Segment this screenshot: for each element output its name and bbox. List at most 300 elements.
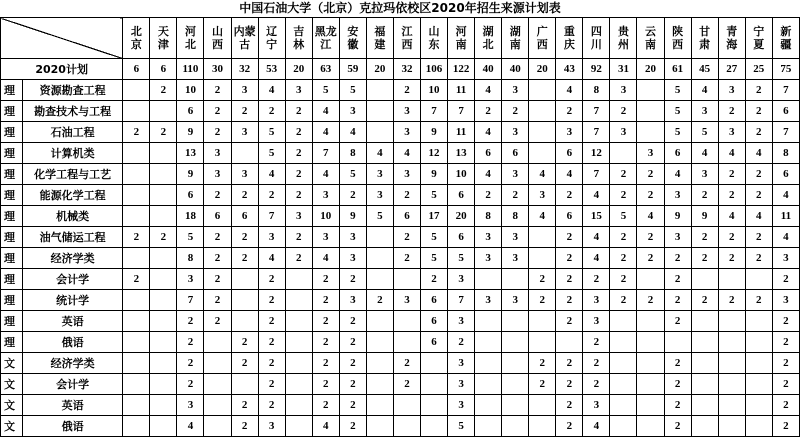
quota-cell: 9 <box>177 122 204 143</box>
quota-cell: 2 <box>745 185 772 206</box>
quota-cell: 2 <box>231 353 258 374</box>
quota-cell: 4 <box>583 185 610 206</box>
quota-cell: 6 <box>475 143 502 164</box>
plan-value: 59 <box>339 59 366 80</box>
subject-category: 理 <box>1 80 23 101</box>
quota-cell: 2 <box>285 143 312 164</box>
major-name: 勘查技术与工程 <box>23 101 123 122</box>
quota-cell: 2 <box>231 227 258 248</box>
quota-cell <box>123 311 150 332</box>
quota-cell: 6 <box>204 206 231 227</box>
quota-cell <box>475 269 502 290</box>
quota-cell: 3 <box>258 416 285 437</box>
quota-cell <box>285 332 312 353</box>
quota-cell: 2 <box>231 416 258 437</box>
quota-cell: 3 <box>772 248 799 269</box>
quota-cell: 7 <box>177 290 204 311</box>
plan-value: 40 <box>502 59 529 80</box>
province-header <box>610 18 637 59</box>
subject-category: 文 <box>1 416 23 437</box>
quota-cell <box>393 332 420 353</box>
quota-cell <box>123 248 150 269</box>
plan-value: 40 <box>475 59 502 80</box>
quota-cell: 2 <box>772 269 799 290</box>
quota-cell: 15 <box>583 206 610 227</box>
quota-cell: 3 <box>339 290 366 311</box>
quota-cell <box>366 227 393 248</box>
subject-category: 理 <box>1 122 23 143</box>
quota-cell: 2 <box>529 269 556 290</box>
quota-cell <box>637 395 664 416</box>
quota-cell <box>204 374 231 395</box>
quota-cell: 2 <box>529 353 556 374</box>
quota-cell: 2 <box>204 122 231 143</box>
quota-cell: 3 <box>610 80 637 101</box>
plan-value: 32 <box>393 59 420 80</box>
quota-cell <box>285 374 312 395</box>
quota-cell: 3 <box>691 101 718 122</box>
major-name: 能源化学工程 <box>23 185 123 206</box>
quota-cell: 7 <box>583 101 610 122</box>
quota-cell <box>204 353 231 374</box>
quota-cell: 2 <box>718 290 745 311</box>
quota-cell <box>610 332 637 353</box>
province-header <box>664 18 691 59</box>
quota-cell: 4 <box>312 164 339 185</box>
quota-cell: 3 <box>610 122 637 143</box>
quota-cell <box>366 269 393 290</box>
quota-cell: 2 <box>502 185 529 206</box>
quota-cell: 4 <box>393 143 420 164</box>
quota-cell: 4 <box>475 164 502 185</box>
quota-cell: 2 <box>610 248 637 269</box>
quota-cell: 2 <box>204 269 231 290</box>
province-name-part: 庆 <box>563 38 575 51</box>
subject-category: 文 <box>1 353 23 374</box>
province-name-part: 南 <box>509 38 521 51</box>
quota-cell <box>150 101 177 122</box>
subject-category: 理 <box>1 248 23 269</box>
quota-cell <box>231 311 258 332</box>
quota-cell: 3 <box>502 122 529 143</box>
quota-cell: 2 <box>339 395 366 416</box>
quota-cell: 2 <box>718 248 745 269</box>
quota-cell: 2 <box>231 185 258 206</box>
quota-cell: 7 <box>583 122 610 143</box>
quota-cell: 2 <box>231 395 258 416</box>
quota-cell: 3 <box>231 80 258 101</box>
major-name: 英语 <box>23 311 123 332</box>
quota-cell: 3 <box>502 164 529 185</box>
quota-cell: 12 <box>420 143 447 164</box>
table-row <box>1 416 800 437</box>
quota-cell: 2 <box>393 80 420 101</box>
quota-cell: 6 <box>393 206 420 227</box>
quota-cell: 2 <box>312 311 339 332</box>
quota-cell: 3 <box>177 269 204 290</box>
quota-cell: 2 <box>231 101 258 122</box>
province-name-part: 河 <box>455 25 467 38</box>
quota-cell: 6 <box>502 143 529 164</box>
quota-cell: 17 <box>420 206 447 227</box>
quota-cell <box>529 101 556 122</box>
quota-cell: 2 <box>772 332 799 353</box>
quota-cell: 4 <box>177 416 204 437</box>
quota-cell <box>529 143 556 164</box>
quota-cell: 2 <box>339 416 366 437</box>
quota-cell: 2 <box>556 101 583 122</box>
quota-cell: 8 <box>772 143 799 164</box>
quota-cell: 3 <box>231 164 258 185</box>
quota-cell: 2 <box>745 122 772 143</box>
quota-cell: 2 <box>664 353 691 374</box>
quota-cell: 4 <box>583 227 610 248</box>
quota-cell <box>745 311 772 332</box>
quota-cell: 3 <box>772 290 799 311</box>
quota-cell: 5 <box>312 80 339 101</box>
quota-cell <box>502 269 529 290</box>
quota-cell: 10 <box>312 206 339 227</box>
quota-cell <box>123 206 150 227</box>
quota-cell <box>475 395 502 416</box>
quota-cell: 4 <box>745 143 772 164</box>
quota-cell <box>366 416 393 437</box>
quota-cell: 2 <box>529 290 556 311</box>
table-row <box>1 269 800 290</box>
quota-cell: 4 <box>529 206 556 227</box>
quota-cell <box>285 416 312 437</box>
plan-value: 75 <box>772 59 799 80</box>
table-row <box>1 395 800 416</box>
province-name-part: 疆 <box>780 38 792 51</box>
quota-cell: 5 <box>610 206 637 227</box>
province-name-part: 肃 <box>699 38 711 51</box>
quota-cell: 2 <box>610 227 637 248</box>
quota-cell <box>150 374 177 395</box>
quota-cell <box>150 143 177 164</box>
quota-cell: 3 <box>448 353 475 374</box>
province-name-part: 新 <box>780 25 792 38</box>
quota-cell: 4 <box>718 143 745 164</box>
quota-cell <box>150 269 177 290</box>
quota-cell <box>393 311 420 332</box>
province-header <box>177 18 204 59</box>
quota-cell: 2 <box>339 332 366 353</box>
quota-cell: 2 <box>204 290 231 311</box>
quota-cell: 4 <box>475 80 502 101</box>
quota-cell: 5 <box>448 416 475 437</box>
quota-cell: 8 <box>177 248 204 269</box>
quota-cell: 6 <box>177 185 204 206</box>
quota-cell: 2 <box>475 185 502 206</box>
plan-value: 20 <box>285 59 312 80</box>
province-header <box>420 18 447 59</box>
province-header <box>285 18 312 59</box>
quota-cell: 2 <box>285 101 312 122</box>
quota-cell <box>123 80 150 101</box>
quota-cell: 3 <box>393 290 420 311</box>
quota-cell: 4 <box>366 143 393 164</box>
quota-cell: 6 <box>177 101 204 122</box>
quota-cell: 2 <box>285 122 312 143</box>
quota-cell <box>475 311 502 332</box>
quota-cell: 2 <box>691 185 718 206</box>
table-row <box>1 185 800 206</box>
province-name-part: 徽 <box>347 38 359 51</box>
quota-cell: 2 <box>745 101 772 122</box>
quota-cell: 10 <box>177 80 204 101</box>
quota-cell <box>204 416 231 437</box>
quota-cell: 4 <box>772 227 799 248</box>
quota-cell <box>610 374 637 395</box>
quota-cell: 2 <box>502 101 529 122</box>
quota-cell <box>529 332 556 353</box>
province-name-part: 甘 <box>699 25 711 38</box>
quota-cell: 2 <box>610 164 637 185</box>
quota-cell: 9 <box>420 164 447 185</box>
quota-cell <box>691 374 718 395</box>
quota-cell: 3 <box>366 164 393 185</box>
quota-cell: 2 <box>393 374 420 395</box>
quota-cell <box>745 416 772 437</box>
quota-cell: 8 <box>583 80 610 101</box>
quota-cell: 3 <box>366 185 393 206</box>
quota-cell: 8 <box>502 206 529 227</box>
subject-category: 理 <box>1 206 23 227</box>
quota-cell <box>150 332 177 353</box>
quota-cell: 4 <box>583 248 610 269</box>
quota-cell: 2 <box>258 311 285 332</box>
quota-cell <box>285 311 312 332</box>
quota-cell: 2 <box>664 374 691 395</box>
subject-category: 理 <box>1 164 23 185</box>
quota-cell: 9 <box>420 122 447 143</box>
quota-cell <box>366 101 393 122</box>
quota-cell: 2 <box>556 227 583 248</box>
province-header <box>231 18 258 59</box>
quota-cell <box>123 374 150 395</box>
quota-cell <box>691 311 718 332</box>
province-header <box>529 18 556 59</box>
quota-cell: 2 <box>312 353 339 374</box>
quota-cell: 3 <box>204 143 231 164</box>
quota-cell <box>502 353 529 374</box>
quota-cell: 2 <box>772 353 799 374</box>
plan-label: 2020计划 <box>1 59 123 80</box>
province-header <box>745 18 772 59</box>
plan-value: 45 <box>691 59 718 80</box>
province-name-part: 北 <box>482 38 494 51</box>
quota-cell: 2 <box>556 269 583 290</box>
quota-cell <box>150 353 177 374</box>
quota-cell: 2 <box>772 374 799 395</box>
province-header <box>258 18 285 59</box>
province-name-part: 安 <box>347 25 359 38</box>
province-header <box>366 18 393 59</box>
province-header <box>475 18 502 59</box>
province-name-part: 湖 <box>509 25 521 38</box>
quota-cell: 3 <box>285 206 312 227</box>
province-name-part: 州 <box>617 38 629 51</box>
subject-category: 理 <box>1 311 23 332</box>
quota-cell <box>691 269 718 290</box>
quota-cell <box>637 332 664 353</box>
quota-cell: 7 <box>448 101 475 122</box>
quota-cell: 2 <box>556 185 583 206</box>
quota-cell <box>231 290 258 311</box>
quota-cell: 3 <box>502 80 529 101</box>
province-name-part: 东 <box>428 38 440 51</box>
major-name: 俄语 <box>23 332 123 353</box>
quota-cell: 8 <box>475 206 502 227</box>
quota-cell <box>637 101 664 122</box>
province-name-part: 福 <box>374 25 386 38</box>
quota-cell: 4 <box>258 248 285 269</box>
plan-value: 27 <box>718 59 745 80</box>
quota-cell: 6 <box>664 143 691 164</box>
table-row <box>1 101 800 122</box>
quota-cell <box>123 185 150 206</box>
quota-cell: 2 <box>691 227 718 248</box>
quota-cell <box>475 416 502 437</box>
quota-cell <box>231 269 258 290</box>
quota-cell: 7 <box>772 80 799 101</box>
quota-cell <box>366 374 393 395</box>
quota-cell <box>285 269 312 290</box>
quota-cell: 3 <box>448 311 475 332</box>
quota-cell <box>529 122 556 143</box>
quota-cell <box>231 143 258 164</box>
quota-cell <box>393 395 420 416</box>
quota-cell <box>637 269 664 290</box>
quota-cell <box>502 332 529 353</box>
quota-cell <box>475 332 502 353</box>
quota-cell: 2 <box>556 374 583 395</box>
quota-cell <box>718 269 745 290</box>
quota-cell: 3 <box>583 290 610 311</box>
quota-cell: 7 <box>583 164 610 185</box>
province-name-part: 河 <box>184 25 196 38</box>
quota-cell: 2 <box>258 101 285 122</box>
quota-cell: 4 <box>691 80 718 101</box>
quota-cell: 3 <box>312 227 339 248</box>
province-header <box>448 18 475 59</box>
province-name-part: 广 <box>536 25 548 38</box>
quota-cell: 5 <box>448 248 475 269</box>
quota-cell <box>204 395 231 416</box>
quota-cell: 2 <box>393 227 420 248</box>
province-name-part: 京 <box>130 38 142 51</box>
province-name-part: 北 <box>130 25 142 38</box>
province-name-part: 宁 <box>753 25 765 38</box>
province-name-part: 云 <box>645 25 657 38</box>
quota-cell: 3 <box>475 290 502 311</box>
quota-cell: 2 <box>583 374 610 395</box>
quota-cell: 2 <box>231 332 258 353</box>
quota-cell: 2 <box>556 248 583 269</box>
subject-category: 理 <box>1 332 23 353</box>
plan-value: 20 <box>366 59 393 80</box>
quota-cell: 5 <box>177 227 204 248</box>
quota-cell: 3 <box>312 185 339 206</box>
quota-cell: 2 <box>664 416 691 437</box>
quota-cell: 2 <box>339 269 366 290</box>
quota-cell: 2 <box>177 332 204 353</box>
major-name: 计算机类 <box>23 143 123 164</box>
province-header <box>502 18 529 59</box>
quota-cell <box>718 416 745 437</box>
quota-cell: 2 <box>177 353 204 374</box>
table-row <box>1 122 800 143</box>
province-name-part: 江 <box>320 38 332 51</box>
quota-cell: 2 <box>475 101 502 122</box>
quota-cell: 6 <box>420 332 447 353</box>
quota-cell <box>637 311 664 332</box>
quota-cell: 2 <box>772 311 799 332</box>
quota-cell: 6 <box>420 311 447 332</box>
quota-cell <box>745 374 772 395</box>
quota-cell: 13 <box>177 143 204 164</box>
quota-cell <box>150 248 177 269</box>
quota-cell: 6 <box>556 206 583 227</box>
quota-cell <box>691 395 718 416</box>
quota-cell: 11 <box>448 122 475 143</box>
province-header <box>339 18 366 59</box>
subject-category: 理 <box>1 143 23 164</box>
quota-cell: 10 <box>420 80 447 101</box>
subject-category: 理 <box>1 101 23 122</box>
quota-cell: 11 <box>772 206 799 227</box>
quota-cell: 2 <box>583 353 610 374</box>
plan-value: 43 <box>556 59 583 80</box>
quota-cell: 2 <box>610 290 637 311</box>
quota-cell: 2 <box>366 290 393 311</box>
quota-cell: 5 <box>258 143 285 164</box>
quota-cell: 3 <box>664 185 691 206</box>
quota-cell: 2 <box>285 248 312 269</box>
quota-cell: 3 <box>339 101 366 122</box>
quota-cell: 3 <box>393 122 420 143</box>
province-name-part: 江 <box>401 25 413 38</box>
quota-cell: 2 <box>339 311 366 332</box>
quota-cell: 2 <box>123 122 150 143</box>
province-header <box>583 18 610 59</box>
province-header <box>393 18 420 59</box>
quota-cell: 2 <box>204 248 231 269</box>
quota-cell: 5 <box>664 122 691 143</box>
province-header <box>312 18 339 59</box>
quota-cell <box>637 353 664 374</box>
quota-cell: 3 <box>285 80 312 101</box>
quota-cell: 3 <box>231 122 258 143</box>
plan-value: 6 <box>123 59 150 80</box>
subject-category: 理 <box>1 227 23 248</box>
quota-cell: 4 <box>718 206 745 227</box>
quota-cell: 3 <box>448 374 475 395</box>
major-name: 油气储运工程 <box>23 227 123 248</box>
quota-cell: 6 <box>448 227 475 248</box>
province-name-part: 津 <box>157 38 169 51</box>
province-name-part: 宁 <box>266 38 278 51</box>
quota-cell: 7 <box>312 143 339 164</box>
quota-cell: 2 <box>204 227 231 248</box>
quota-cell: 4 <box>258 164 285 185</box>
province-name-part: 海 <box>726 38 738 51</box>
quota-cell <box>637 374 664 395</box>
province-name-part: 建 <box>374 38 386 51</box>
province-name-part: 天 <box>157 25 169 38</box>
quota-cell: 2 <box>610 185 637 206</box>
